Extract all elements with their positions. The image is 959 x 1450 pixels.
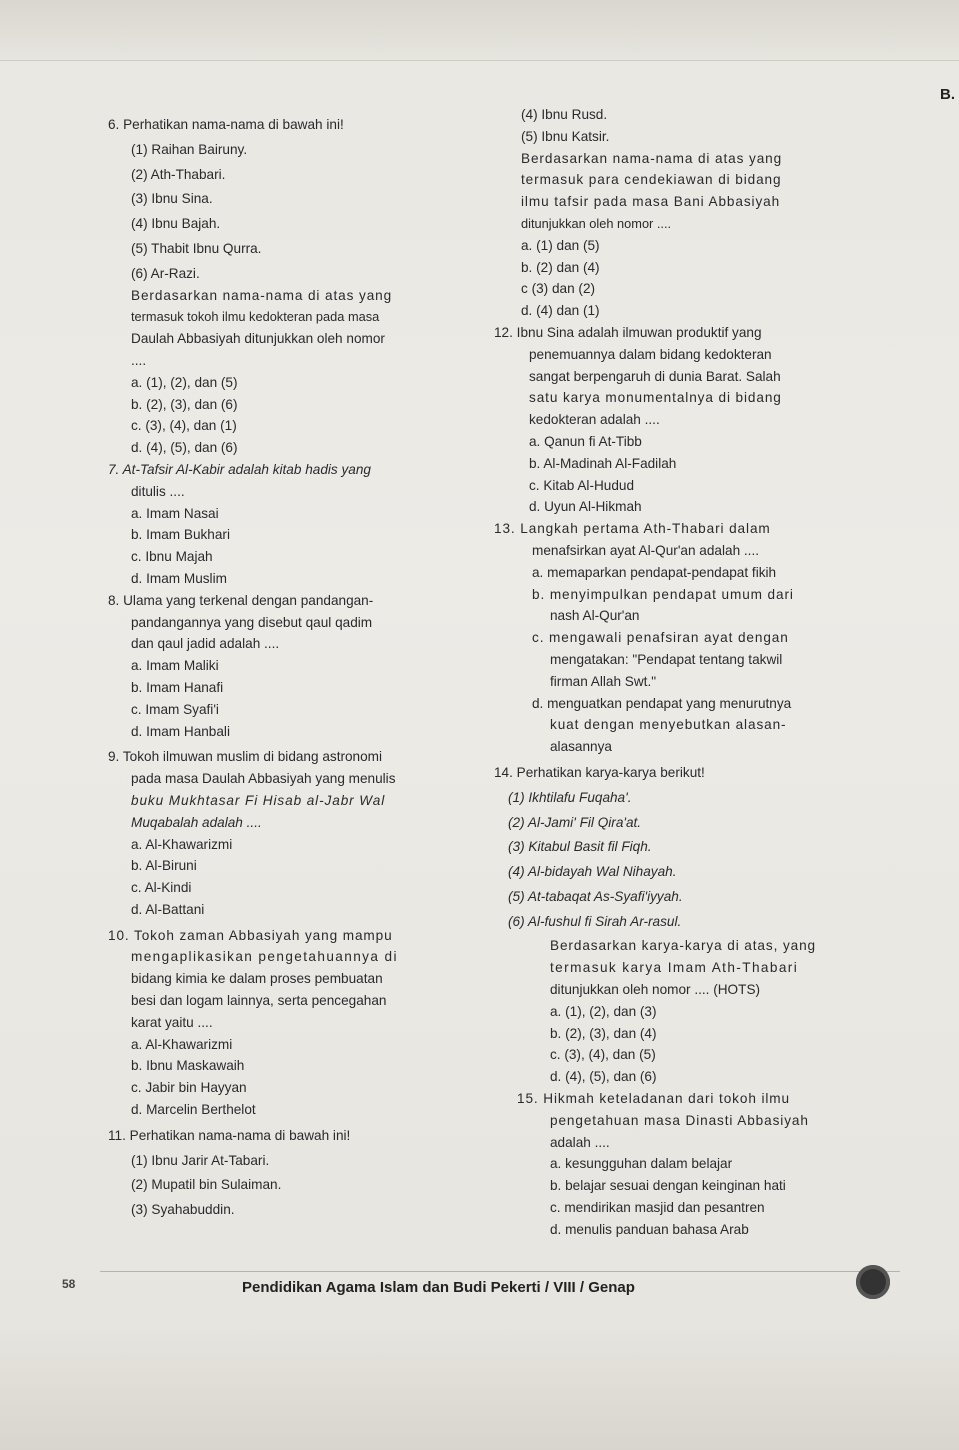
question-text: termasuk tokoh ilmu kedokteran pada masa: [131, 309, 380, 325]
footer-divider: [100, 1271, 900, 1272]
book-title: (6) Al-fushul fi Sirah Ar-rasul.: [508, 913, 682, 929]
answer-option-cont: firman Allah Swt.": [550, 673, 657, 689]
answer-option-cont: alasannya: [550, 739, 612, 755]
question-stem: 14. Perhatikan karya-karya berikut!: [494, 764, 705, 780]
answer-option: b. (2), (3), dan (4): [550, 1025, 657, 1041]
question-text: kedokteran adalah ....: [529, 412, 660, 428]
question-stem: 15. Hikmah keteladanan dari tokoh ilmu: [517, 1091, 790, 1107]
answer-option: c. (3), (4), dan (1): [131, 418, 237, 434]
question-text: ilmu tafsir pada masa Bani Abbasiyah: [521, 194, 781, 210]
question-14: [494, 762, 864, 1088]
answer-option-cont: nash Al-Qur'an: [550, 608, 640, 624]
question-text: penemuannya dalam bidang kedokteran: [529, 346, 772, 362]
list-item: (2) Mupatil bin Sulaiman.: [131, 1177, 282, 1193]
right-column: [494, 104, 864, 1241]
list-item: (2) Ath-Thabari.: [131, 166, 226, 182]
answer-option: a. kesungguhan dalam belajar: [550, 1156, 733, 1172]
answer-option: a. Qanun fi At-Tibb: [529, 433, 642, 449]
list-item: [494, 812, 864, 834]
question-text: pengetahuan masa Dinasti Abbasiyah: [550, 1112, 809, 1128]
answer-option: d. Uyun Al-Hikmah: [529, 499, 642, 515]
answer-option: d. (4) dan (1): [521, 303, 600, 319]
list-item: (5) Ibnu Katsir.: [521, 128, 610, 144]
answer-option-cont: mengatakan: "Pendapat tentang takwil: [550, 651, 783, 667]
answer-option: c. mendirikan masjid dan pesantren: [550, 1200, 765, 1216]
question-6: [108, 114, 468, 459]
question-13: [494, 518, 864, 758]
list-item: [494, 911, 864, 933]
question-text: Berdasarkan nama-nama di atas yang: [521, 150, 783, 166]
book-title: buku Mukhtasar Fi Hisab al-Jabr Wal: [131, 792, 386, 808]
answer-option: d. menguatkan pendapat yang menurutnya: [532, 695, 792, 711]
page-number: 58: [62, 1277, 76, 1291]
question-text: ditunjukkan oleh nomor .... (HOTS): [550, 982, 761, 998]
answer-option: a. (1), (2), dan (5): [131, 374, 238, 390]
page-footer: [60, 1265, 910, 1315]
section-letter: B.: [940, 86, 955, 103]
answer-option: b. Imam Bukhari: [131, 527, 230, 543]
answer-option: b. Al-Biruni: [131, 858, 197, 874]
question-stem-text: 7. At-Tafsir Al-Kabir adalah kitab hadis yang: [108, 461, 371, 477]
question-stem: 6. Perhatikan nama-nama di bawah ini!: [108, 117, 344, 132]
answer-option: c (3) dan (2): [521, 281, 596, 297]
question-text: karat yaitu ....: [131, 1014, 213, 1030]
question-15: [494, 1088, 864, 1241]
answer-option: a. memaparkan pendapat-pendapat fikih: [532, 564, 777, 580]
answer-option: c. (3), (4), dan (5): [550, 1047, 656, 1063]
list-item: (1) Ibnu Jarir At-Tabari.: [131, 1152, 270, 1168]
answer-option: c. Jabir bin Hayyan: [131, 1080, 247, 1096]
answer-option: d. Imam Muslim: [131, 570, 227, 586]
book-title: Muqabalah adalah ....: [131, 814, 262, 830]
question-stem: 11. Perhatikan nama-nama di bawah ini!: [108, 1127, 351, 1143]
list-item: (4) Ibnu Bajah.: [131, 216, 221, 232]
answer-option: a. Imam Maliki: [131, 658, 219, 674]
question-stem: 8. Ulama yang terkenal dengan pandangan-: [108, 592, 374, 608]
question-7: [108, 459, 468, 590]
list-item: (5) Thabit Ibnu Qurra.: [131, 240, 262, 256]
answer-option: c. Al-Kindi: [131, 880, 192, 896]
list-item: [494, 861, 864, 883]
question-stem: [108, 459, 468, 481]
answer-option: c. mengawali penafsiran ayat dengan: [532, 630, 789, 646]
question-text: Berdasarkan nama-nama di atas yang: [131, 287, 393, 303]
question-text: besi dan logam lainnya, serta pencegahan: [131, 993, 387, 1009]
question-11-continued: [494, 104, 864, 322]
list-item: (3) Syahabuddin.: [131, 1202, 235, 1218]
question-text: sangat berpengaruh di dunia Barat. Salah: [529, 368, 781, 384]
list-item: [494, 836, 864, 858]
answer-option: b. (2) dan (4): [521, 259, 600, 275]
answer-option: a. Al-Khawarizmi: [131, 836, 233, 852]
book-title: (1) Ikhtilafu Fuqaha'.: [508, 789, 632, 805]
question-stem: 9. Tokoh ilmuwan muslim di bidang astronomi: [108, 749, 383, 765]
question-text: bidang kimia ke dalam proses pembuatan: [131, 971, 383, 987]
question-text: adalah ....: [550, 1134, 610, 1150]
answer-option: b. menyimpulkan pendapat umum dari: [532, 586, 794, 602]
question-text: pandangannya yang disebut qaul qadim: [131, 614, 373, 630]
question-text: Daulah Abbasiyah ditunjukkan oleh nomor: [131, 331, 385, 347]
answer-option: a. (1) dan (5): [521, 237, 600, 253]
answer-option: d. Imam Hanbali: [131, 723, 230, 739]
page-shadow: [0, 1330, 959, 1450]
answer-option: b. belajar sesuai dengan keinginan hati: [550, 1178, 786, 1194]
answer-option: c. Ibnu Majah: [131, 549, 213, 565]
question-10: [108, 925, 468, 1121]
list-item: (3) Ibnu Sina.: [131, 191, 213, 207]
question-stem: 12. Ibnu Sina adalah ilmuwan produktif yang: [494, 324, 762, 340]
question-8: [108, 590, 468, 743]
list-item: [494, 886, 864, 908]
question-11: [108, 1125, 468, 1221]
question-text: termasuk para cendekiawan di bidang: [521, 172, 782, 188]
book-title-footer: Pendidikan Agama Islam dan Budi Pekerti / VIII / Genap: [242, 1279, 635, 1296]
answer-option: b. Imam Hanafi: [131, 679, 224, 695]
question-text: pada masa Daulah Abbasiyah yang menulis: [131, 771, 396, 787]
answer-option: b. Ibnu Maskawaih: [131, 1058, 245, 1074]
question-text: [108, 812, 468, 834]
answer-option: d. (4), (5), dan (6): [550, 1069, 657, 1085]
question-text: ditunjukkan oleh nomor ....: [521, 215, 672, 231]
question-text: Berdasarkan karya-karya di atas, yang: [550, 938, 817, 954]
list-item: (4) Ibnu Rusd.: [521, 107, 608, 122]
question-stem: 10. Tokoh zaman Abbasiyah yang mampu: [108, 927, 393, 943]
book-title: (5) At-tabaqat As-Syafi'iyyah.: [508, 888, 683, 904]
book-title: (2) Al-Jami' Fil Qira'at.: [508, 814, 642, 830]
answer-option: a. Imam Nasai: [131, 505, 219, 521]
question-12: [494, 322, 864, 518]
question-text: termasuk karya Imam Ath-Thabari: [550, 960, 799, 976]
page-fold: [0, 0, 959, 61]
question-9: [108, 746, 468, 920]
left-column: [108, 104, 468, 1221]
list-item: [494, 787, 864, 809]
answer-option: c. Imam Syafi'i: [131, 701, 219, 717]
question-text: mengaplikasikan pengetahuannya di: [131, 949, 398, 965]
answer-option: d. Marcelin Berthelot: [131, 1102, 256, 1118]
question-text: dan qaul jadid adalah ....: [131, 636, 280, 652]
list-item: (6) Ar-Razi.: [131, 265, 200, 281]
answer-option: a. Al-Khawarizmi: [131, 1036, 233, 1052]
answer-option: d. (4), (5), dan (6): [131, 440, 238, 456]
question-text: ditulis ....: [131, 483, 185, 499]
answer-option: a. (1), (2), dan (3): [550, 1003, 657, 1019]
question-stem: 13. Langkah pertama Ath-Thabari dalam: [494, 521, 771, 537]
answer-option-cont: kuat dengan menyebutkan alasan-: [550, 717, 787, 733]
answer-option: d. menulis panduan bahasa Arab: [550, 1221, 749, 1237]
list-item: (1) Raihan Bairuny.: [131, 141, 248, 157]
question-text: satu karya monumentalnya di bidang: [529, 390, 782, 406]
answer-option: b. Al-Madinah Al-Fadilah: [529, 455, 677, 471]
question-text: [108, 790, 468, 812]
book-title: (4) Al-bidayah Wal Nihayah.: [508, 864, 677, 880]
question-text: menafsirkan ayat Al-Qur'an adalah ....: [532, 542, 760, 558]
answer-option: d. Al-Battani: [131, 901, 205, 917]
answer-option: c. Kitab Al-Hudud: [529, 477, 635, 493]
publisher-logo-icon: [856, 1265, 890, 1299]
question-text: ....: [131, 352, 147, 368]
book-title: (3) Kitabul Basit fil Fiqh.: [508, 839, 652, 855]
answer-option: b. (2), (3), dan (6): [131, 396, 238, 412]
